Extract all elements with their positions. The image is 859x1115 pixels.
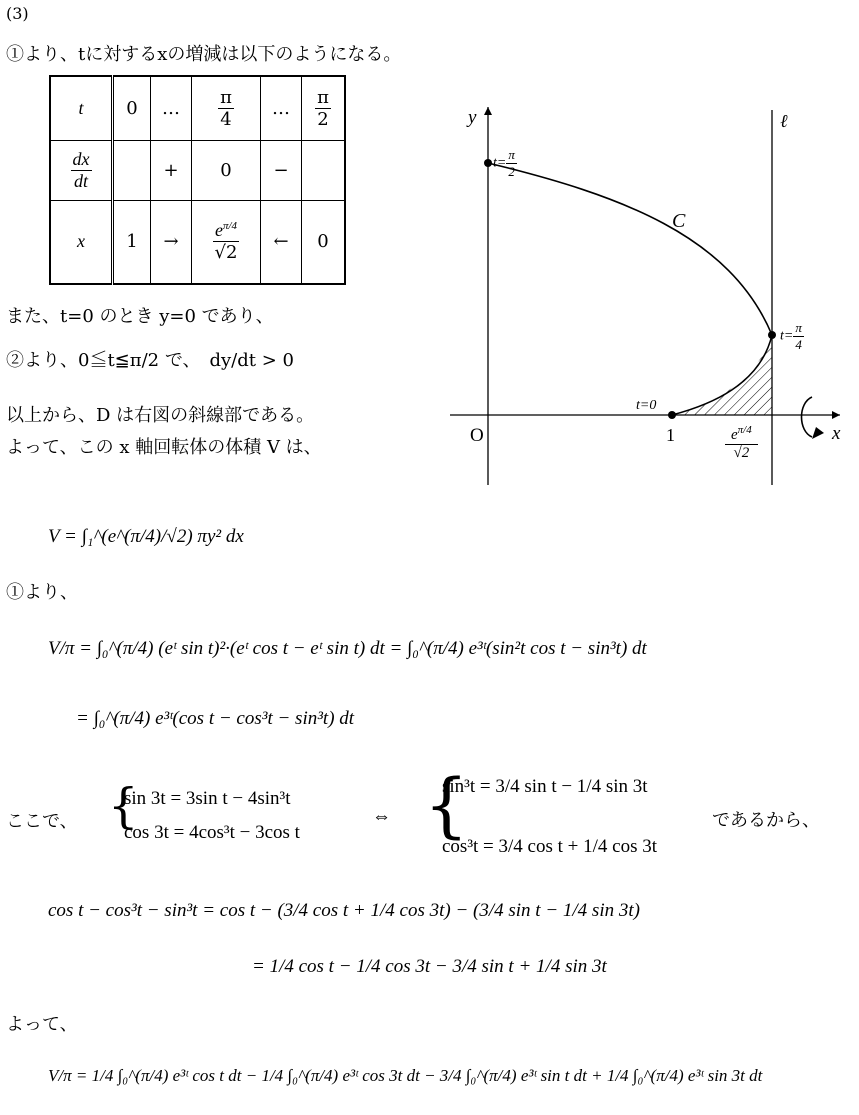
- equation-5: V/π = 1/4 ∫₀^(π/4) e³ᵗ cos t dt − 1/4 ∫₀^(π/4) e³ᵗ cos 3t dt − 3/4 ∫₀^(π/4) e³ᵗ sin t dt + 1/4 ∫₀^(π/4) e³ᵗ sin 3t dt: [48, 1066, 763, 1085]
- from-1-label: ①より、: [6, 582, 78, 603]
- text-line-2: ②より、0≦t≦π/2 で、 dy/dt > 0: [6, 350, 294, 371]
- x-cell-2: $\frac{e^{\pi/4}}{√2}$: [192, 200, 261, 284]
- x-cell-3: ←: [261, 200, 302, 284]
- here-label: ここで、: [6, 811, 78, 832]
- curve-C-label: C: [672, 210, 686, 232]
- identity-left-1: sin 3t = 3sin t − 4sin³t: [124, 788, 291, 809]
- dxdt-cell-3: −: [261, 140, 302, 200]
- rotation-arrowhead: [812, 427, 824, 439]
- equation-1: V/π = ∫₀^(π/4) (eᵗ sin t)²·(eᵗ cos t − eᵗ sin t) dt = ∫₀^(π/4) e³ᵗ(sin²t cos t − sin³t) dt: [48, 638, 647, 659]
- identity-right-1: sin³t = 3/4 sin t − 1/4 sin 3t: [442, 776, 648, 797]
- x-axis-label: x: [832, 423, 841, 444]
- volume-formula: V = ∫₁^(e^(π/4)/√2) πy² dx: [48, 526, 244, 547]
- text-line-1: また、t=0 のとき y=0 であり、: [6, 306, 274, 327]
- row-header-t: t: [50, 76, 113, 140]
- y-axis-arrow: [484, 107, 492, 115]
- t-cell-2: $\frac{\pi}{4}$: [192, 76, 261, 140]
- dxdt-cell-0: [113, 140, 151, 200]
- dxdt-cell-4: [302, 140, 346, 200]
- t-cell-3: …: [261, 76, 302, 140]
- x-cell-0: 1: [113, 200, 151, 284]
- therefore-label: よって、: [6, 1014, 78, 1035]
- t-cell-0: 0: [113, 76, 151, 140]
- dxdt-cell-2: 0: [192, 140, 261, 200]
- y-axis-label: y: [468, 107, 477, 128]
- x-axis-arrow: [832, 411, 840, 419]
- curve-C: [488, 163, 772, 415]
- problem-number: (3): [6, 4, 29, 23]
- x-one-label: 1: [666, 425, 675, 445]
- equation-4: = 1/4 cos t − 1/4 cos 3t − 3/4 sin t + 1/4 sin 3t: [252, 956, 607, 977]
- point-t-pi-half: [484, 159, 492, 167]
- rotation-arrow: [802, 397, 813, 437]
- t-top-label: t= $\frac{\pi}{2}$: [493, 147, 515, 179]
- dxdt-cell-1: +: [151, 140, 192, 200]
- x-cell-4: 0: [302, 200, 346, 284]
- point-t-zero: [668, 411, 676, 419]
- t-zero-label: t=0: [636, 398, 657, 413]
- iff-symbol: ⇔: [372, 806, 391, 827]
- origin-label: O: [470, 425, 484, 446]
- row-header-dxdt: $\frac{dx}{dt}$: [50, 140, 113, 200]
- equation-3: cos t − cos³t − sin³t = cos t − (3/4 cos t + 1/4 cos 3t) − (3/4 sin t − 1/4 sin 3t): [48, 900, 640, 921]
- intro-line: ①より、tに対するxの増減は以下のようになる。: [6, 44, 402, 65]
- identity-right-2: cos³t = 3/4 cos t + 1/4 cos 3t: [442, 836, 658, 857]
- variation-table: [49, 75, 346, 285]
- t-cell-4: $\frac{\pi}{2}$: [302, 76, 346, 140]
- point-t-pi-quarter: [768, 331, 776, 339]
- t-mid-label: t= $\frac{\pi}{4}$: [780, 320, 802, 352]
- identity-left-2: cos 3t = 4cos³t − 3cos t: [124, 822, 300, 843]
- text-line-3: 以上から、D は右図の斜線部である。: [6, 405, 315, 426]
- brace-right: {: [424, 764, 469, 846]
- because-label: であるから、: [712, 810, 820, 831]
- x-peak-label: $\frac{e^{\pi/4}}{√2}$: [725, 424, 758, 462]
- equation-2: = ∫₀^(π/4) e³ᵗ(cos t − cos³t − sin³t) dt: [76, 708, 355, 729]
- text-line-4: よって、この x 軸回転体の体積 V は、: [6, 437, 322, 458]
- hatched-region-D: [672, 337, 772, 415]
- line-l-label: ℓ: [780, 111, 788, 131]
- brace-left: {: [108, 778, 139, 834]
- row-header-x: x: [50, 200, 113, 284]
- t-cell-1: …: [151, 76, 192, 140]
- x-cell-1: →: [151, 200, 192, 284]
